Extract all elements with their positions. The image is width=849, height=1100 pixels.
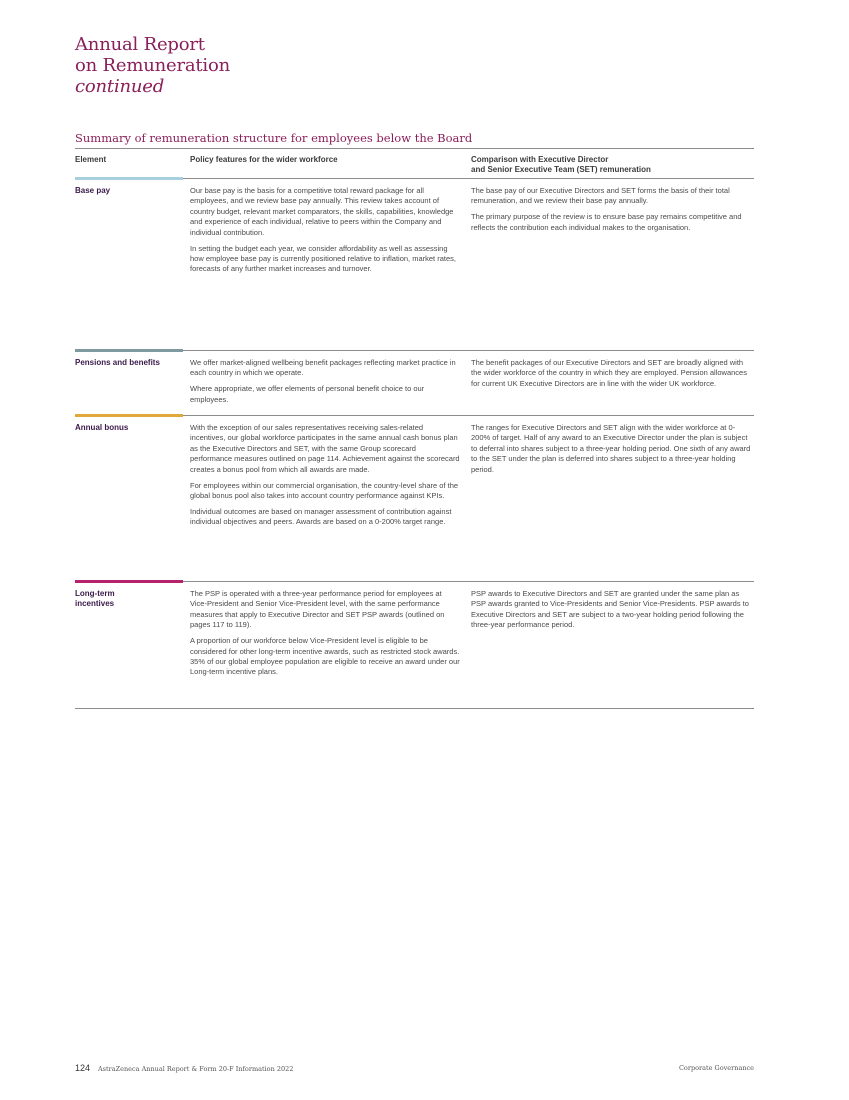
row-comparison-cell [471, 589, 754, 636]
comparison-paragraph: PSP awards to Executive Directors and SET are granted under the same plan as PSP awards granted to Vice-Presidents and Senior Vice-Presidents. PSP awards to Executive Directors and SET are subject to a two-year holding period following the three-year performance period. [471, 589, 749, 630]
comparison-paragraph: The benefit packages of our Executive Directors and SET are broadly aligned with the wider workforce of the country in which they are employed. Pension allowances for current UK Executive Directors are in line with the wider UK workforce. [471, 358, 747, 388]
row-comparison-cell [471, 358, 754, 395]
header-element: Element [75, 155, 107, 164]
policy-paragraph: We offer market-aligned wellbeing benefit packages reflecting market practice in each country in which we operate. [190, 358, 456, 378]
table-header [75, 148, 754, 179]
header-comparison-line-1: Comparison with Executive Director [471, 155, 609, 164]
policy-paragraph: A proportion of our workforce below Vice-President level is eligible to be considered for other long-term incentive awards, such as restricted stock awards. 35% of our global employee population are eligible to receive an award under our Long-term incentive plans. [190, 636, 460, 677]
policy-paragraph: The PSP is operated with a three-year performance period for employees at Vice-President and Senior Vice-President level, with the same performance measures that apply to Executive Director and SET PSP awards (outlined on pages 117 to 119). [190, 589, 445, 630]
row-element-label: Long-term incentives [75, 589, 115, 608]
section-title: Summary of remuneration structure for employees below the Board [75, 131, 473, 145]
table-row-base-pay [75, 179, 754, 351]
policy-paragraph: Our base pay is the basis for a competitive total reward package for all employees, and we review base pay annually. This review takes account of country budget, relevant market comparators, the skills, capabilities, knowledge and experience of each individual, relative to peers within the Company and individual contribution. [190, 186, 454, 237]
table-row-pensions-benefits [75, 351, 754, 416]
header-policy: Policy features for the wider workforce [190, 155, 338, 164]
page-number: 124 [75, 1063, 91, 1073]
footer-section-name: Corporate Governance [678, 1064, 754, 1072]
row-accent-bar [75, 349, 183, 352]
table-row-long-term-incentives [75, 582, 754, 709]
comparison-paragraph: The primary purpose of the review is to ensure base pay remains competitive and reflects the contribution each individual makes to the organisation. [471, 212, 742, 232]
policy-paragraph: Where appropriate, we offer elements of personal benefit choice to our employees. [190, 384, 425, 404]
page-title-line-2: on Remuneration [75, 55, 231, 76]
policy-paragraph: With the exception of our sales representatives receiving sales-related incentives, our global workforce participates in the same annual cash bonus plan as the Executive Directors and SET, with the same Group scorecard performance measures outlined on page 114. Achievement against the scorecard creates a bonus pool from which all awards are made. [190, 423, 460, 474]
header-comparison-line-2: and Senior Executive Team (SET) remuneration [471, 165, 651, 174]
table-row-annual-bonus [75, 416, 754, 582]
row-comparison-cell [471, 186, 754, 239]
page-title-continued: continued [75, 76, 165, 97]
row-element-label: Annual bonus [75, 423, 129, 432]
policy-paragraph: For employees within our commercial organisation, the country-level share of the global bonus pool also takes into account country performance against KPIs. [190, 480, 459, 500]
policy-paragraph: In setting the budget each year, we consider affordability as well as assessing how employee base pay is currently positioned relative to inflation, market rates, forecasts of any further market increases and turnover. [190, 243, 456, 274]
header-comparison [471, 155, 754, 175]
row-accent-bar [75, 580, 183, 583]
row-policy-cell [190, 589, 460, 683]
row-element-label: Base pay [75, 186, 111, 195]
policy-paragraph: Individual outcomes are based on manager assessment of contribution against individual objectives and peers. Awards are based on a 0-200% target range. [190, 506, 452, 527]
row-policy-cell [190, 423, 460, 533]
row-comparison-cell [471, 423, 754, 481]
page-header [75, 34, 230, 97]
comparison-paragraph: The base pay of our Executive Directors and SET forms the basis of their total remuneration, and we review their base pay annually. [471, 186, 730, 206]
remuneration-table [75, 148, 754, 709]
row-accent-bar [75, 177, 183, 180]
page-title-line-1: Annual Report [75, 34, 205, 55]
row-accent-bar [75, 414, 183, 417]
row-policy-cell [190, 358, 460, 411]
row-element-label: Pensions and benefits [75, 358, 160, 367]
page-footer [75, 1063, 754, 1075]
row-policy-cell [190, 186, 460, 280]
comparison-paragraph: The ranges for Executive Directors and SET align with the wider workforce at 0-200% of target. Half of any award to an Executive Director under the plan is subject to deferral into shares subject to a three-year holding period. One sixth of any award to the SET under the plan is deferred into shares subject to a three-year holding period. [471, 423, 751, 474]
publication-title: AstraZeneca Annual Report & Form 20-F Information 2022 [97, 1065, 294, 1073]
